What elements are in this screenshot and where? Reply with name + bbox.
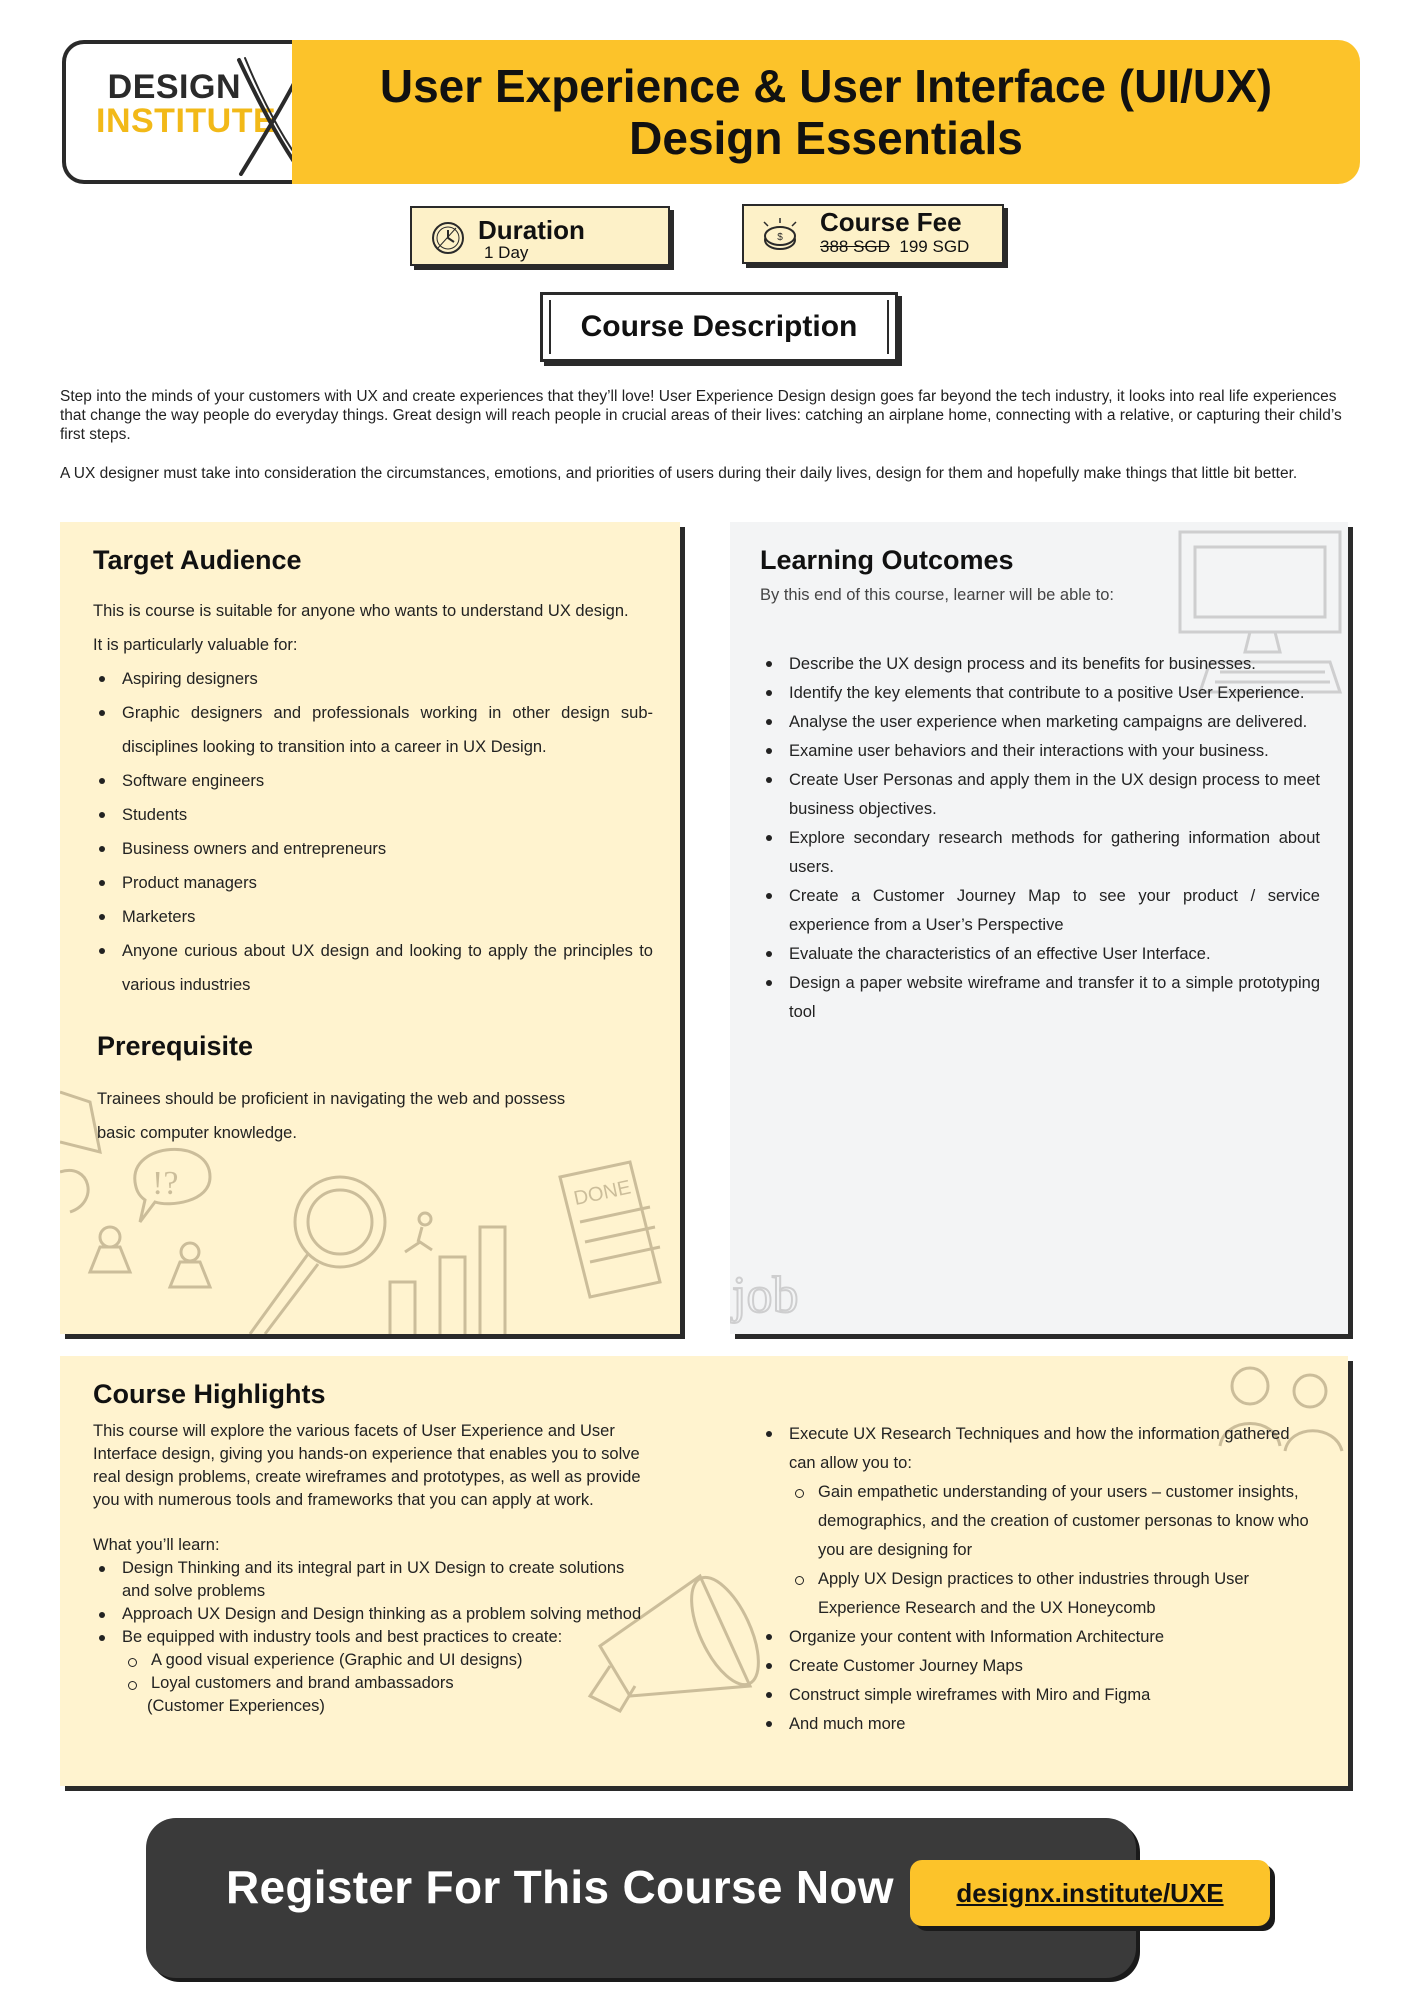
course-title (292, 40, 1360, 184)
list-item: Apply UX Design practices to other industries through User Experience Research and the UX Honeycomb (789, 1565, 1320, 1623)
highlights-right-sublist (789, 1478, 1320, 1623)
list-item: Describe the UX design process and its benefits for businesses. (760, 650, 1320, 679)
list-item: Identify the key elements that contribute to a positive User Experience. (760, 679, 1320, 708)
list-item-text: Be equipped with industry tools and best practices to create: (122, 1628, 563, 1646)
register-link-button[interactable] (910, 1860, 1270, 1926)
list-item: Design Thinking and its integral part in UX Design to create solutions and solve problems (93, 1557, 653, 1603)
list-item: Product managers (93, 866, 653, 900)
list-item: Create User Personas and apply them in the UX design process to meet business objectives. (760, 766, 1320, 824)
title-line1: User Experience & User Interface (UI/UX) (379, 60, 1273, 112)
svg-text:job: job (732, 1267, 799, 1324)
target-audience-intro-1: This is course is suitable for anyone who wants to understand UX design. (93, 602, 629, 620)
highlights-right-list (760, 1420, 1320, 1739)
course-highlights-panel (60, 1356, 1348, 1786)
list-item: Graphic designers and professionals working in other design sub-disciplines looking to transition into a career in UX Design. (93, 696, 653, 764)
register-link[interactable]: designx.institute/UXE (956, 1877, 1224, 1908)
target-audience-title: Target Audience (93, 545, 302, 575)
title-line2: Design Essentials (629, 112, 1023, 164)
list-item: Gain empathetic understanding of your users – customer insights, demographics, and the creation of customer personas to know who you are designing for (789, 1478, 1320, 1565)
list-item: Business owners and entrepreneurs (93, 832, 653, 866)
list-item: Students (93, 798, 653, 832)
list-item-text: Execute UX Research Techniques and how the information gathered can allow you to: (789, 1425, 1290, 1472)
highlights-left-list (93, 1557, 653, 1718)
target-audience-list (93, 662, 653, 1002)
list-item (760, 1420, 1320, 1623)
learning-outcomes-list (760, 650, 1320, 1027)
list-item: A good visual experience (Graphic and UI designs) (122, 1649, 653, 1672)
description-paragraph-1: Step into the minds of your customers with UX and create experiences that they’ll love! User Experience Design design goes far beyond the tech industry, it looks into real life experiences that change the way people do everyday things. Great design will reach people in crucial areas of their lives: catching an airplane home, connecting with a relative, or capturing their child’s first steps. (60, 388, 1342, 443)
register-text: Register For This Course Now (226, 1861, 894, 1913)
list-item: Approach UX Design and Design thinking as a problem solving method (93, 1603, 653, 1626)
list-item: Software engineers (93, 764, 653, 798)
highlights-intro: This course will explore the various facets of User Experience and User Interface design, giving you hands-on experience that enables you to solve real design problems, create wireframes and prototypes, as well as provide you with numerous tools and frameworks that you can apply at work. (93, 1422, 641, 1509)
list-item: Aspiring designers (93, 662, 653, 696)
list-item: Design a paper website wireframe and transfer it to a simple prototyping tool (760, 969, 1320, 1027)
list-item: Evaluate the characteristics of an effective User Interface. (760, 940, 1320, 969)
duration-label: Duration (478, 215, 585, 245)
svg-text:DONE: DONE (571, 1176, 633, 1211)
list-item: Explore secondary research methods for gathering information about users. (760, 824, 1320, 882)
list-item (122, 1672, 653, 1718)
target-audience-panel (60, 522, 680, 1334)
logo-line1: DESIGN (107, 68, 241, 106)
old-price: 388 SGD (820, 237, 890, 256)
list-item: Construct simple wireframes with Miro and Figma (760, 1681, 1320, 1710)
duration-value: 1 Day (484, 243, 529, 262)
learning-outcomes-panel (730, 522, 1348, 1334)
prerequisite-title: Prerequisite (97, 1031, 254, 1061)
logo (62, 40, 312, 184)
coin-icon (758, 216, 802, 256)
prerequisite-line-2: basic computer knowledge. (97, 1124, 297, 1142)
course-description-heading (540, 292, 898, 362)
job-doodle-icon (730, 1252, 840, 1334)
svg-text:$: $ (777, 232, 783, 243)
course-highlights-title: Course Highlights (93, 1379, 326, 1409)
fee-card (742, 204, 1004, 264)
learning-outcomes-intro: By this end of this course, learner will be able to: (760, 586, 1115, 604)
list-item-text: (Customer Experiences) (147, 1697, 325, 1715)
svg-text:!?: !? (152, 1165, 179, 1202)
description-paragraph-2: A UX designer must take into consideration the circumstances, emotions, and priorities of users during their daily lives, design for them and hopefully make things that little bit better. (60, 465, 1298, 482)
course-description-title: Course Description (580, 310, 858, 343)
list-item: Create a Customer Journey Map to see your product / service experience from a User’s Perspective (760, 882, 1320, 940)
target-audience-intro-2: It is particularly valuable for: (93, 636, 298, 654)
list-item-text: Loyal customers and brand ambassadors (151, 1674, 454, 1692)
prerequisite-line-1: Trainees should be proficient in navigating the web and possess (97, 1090, 566, 1108)
list-item: Marketers (93, 900, 653, 934)
list-item: And much more (760, 1710, 1320, 1739)
header (62, 40, 1360, 184)
learning-outcomes-title: Learning Outcomes (760, 545, 1014, 575)
fee-label: Course Fee (820, 207, 962, 237)
list-item: Examine user behaviors and their interactions with your business. (760, 737, 1320, 766)
price: 199 SGD (899, 237, 970, 256)
list-item: Organize your content with Information Architecture (760, 1623, 1320, 1652)
list-item: Analyse the user experience when marketing campaigns are delivered. (760, 708, 1320, 737)
logo-line2: INSTITUTE (96, 102, 277, 140)
list-item (93, 1626, 653, 1718)
clock-icon (426, 218, 470, 258)
highlights-left-sublist (122, 1649, 653, 1718)
what-youll-learn-label: What you’ll learn: (93, 1536, 220, 1554)
list-item: Create Customer Journey Maps (760, 1652, 1320, 1681)
duration-card (410, 206, 670, 266)
list-item: Anyone curious about UX design and looking to apply the principles to various industries (93, 934, 653, 1002)
